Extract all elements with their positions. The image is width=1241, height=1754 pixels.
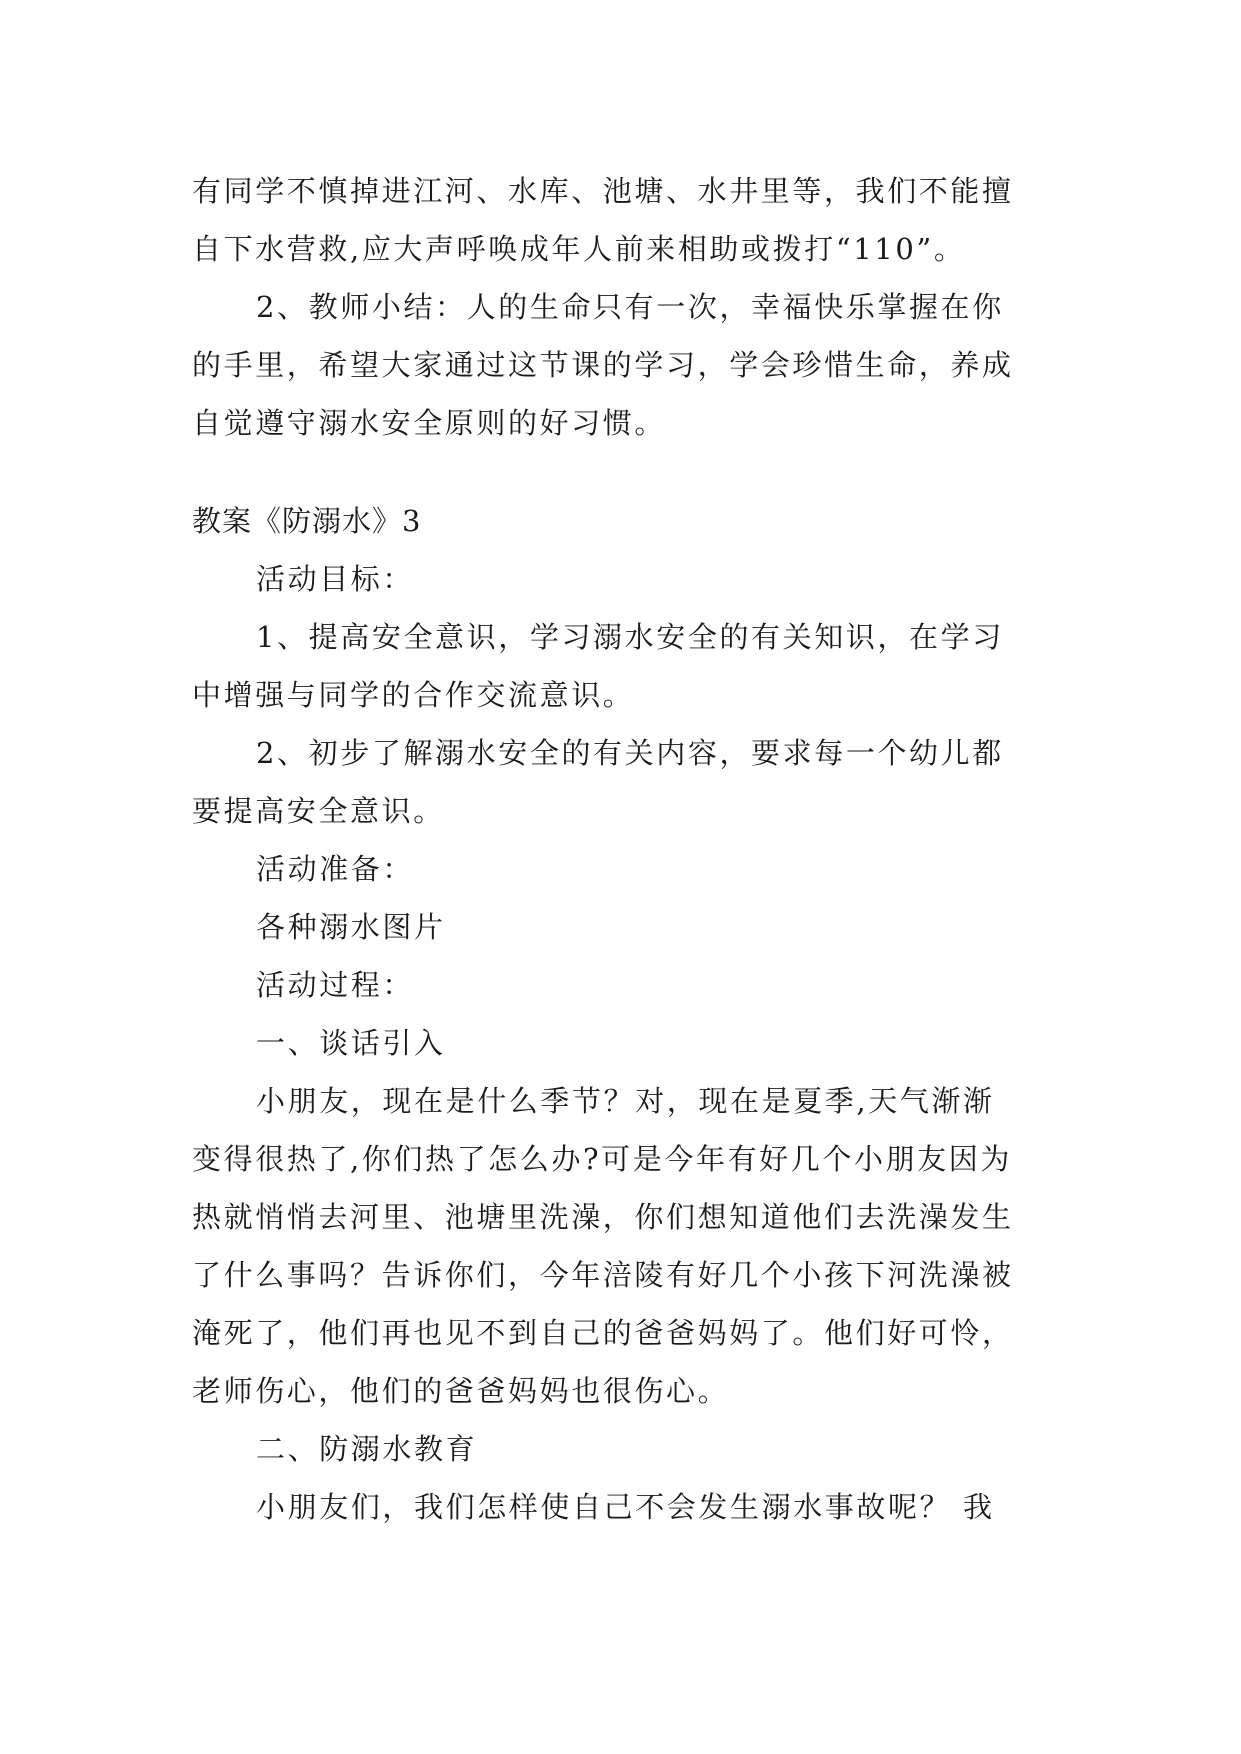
goals-heading: 活动目标：	[256, 562, 415, 596]
section-title: 教案《防溺水》3	[192, 504, 422, 538]
paragraph-line: 老师伤心，他们的爸爸妈妈也很伤心。	[192, 1374, 730, 1408]
paragraph-line: 中增强与同学的合作交流意识。	[192, 678, 635, 712]
paragraph-line: 的手里，希望大家通过这节课的学习，学会珍惜生命，养成	[192, 348, 1014, 382]
paragraph-line: 要提高安全意识。	[192, 794, 445, 828]
prep-heading: 活动准备：	[256, 852, 415, 886]
paragraph-line: 1、提高安全意识，学习溺水安全的有关知识，在学习	[256, 620, 1004, 654]
prep-item: 各种溺水图片	[256, 910, 446, 944]
process-heading: 活动过程：	[256, 968, 415, 1002]
paragraph-line: 自觉遵守溺水安全原则的好习惯。	[192, 406, 667, 440]
paragraph-line: 2、初步了解溺水安全的有关内容，要求每一个幼儿都	[256, 736, 1004, 770]
paragraph-line: 变得很热了,你们热了怎么办?可是今年有好几个小朋友因为	[192, 1142, 1012, 1176]
paragraph-line: 有同学不慎掉进江河、水库、池塘、水井里等，我们不能擅	[192, 174, 1014, 208]
paragraph-line: 2、教师小结：人的生命只有一次，幸福快乐掌握在你	[256, 290, 1004, 324]
step-heading: 一、谈话引入	[256, 1026, 446, 1060]
paragraph-line: 了什么事吗？告诉你们，今年涪陵有好几个小孩下河洗澡被	[192, 1258, 1014, 1292]
paragraph-line: 小朋友，现在是什么季节？对，现在是夏季,天气渐渐	[256, 1084, 995, 1118]
document-body	[192, 162, 1052, 1536]
paragraph-line: 小朋友们，我们怎样使自己不会发生溺水事故呢？ 我	[256, 1490, 995, 1524]
section-spacer	[192, 452, 1052, 492]
step-heading: 二、防溺水教育	[256, 1432, 478, 1466]
paragraph-line: 淹死了，他们再也见不到自己的爸爸妈妈了。他们好可怜，	[192, 1316, 1014, 1350]
paragraph-line: 自下水营救,应大声呼唤成年人前来相助或拨打“110”。	[192, 232, 966, 266]
paragraph-line: 热就悄悄去河里、池塘里洗澡，你们想知道他们去洗澡发生	[192, 1200, 1014, 1234]
